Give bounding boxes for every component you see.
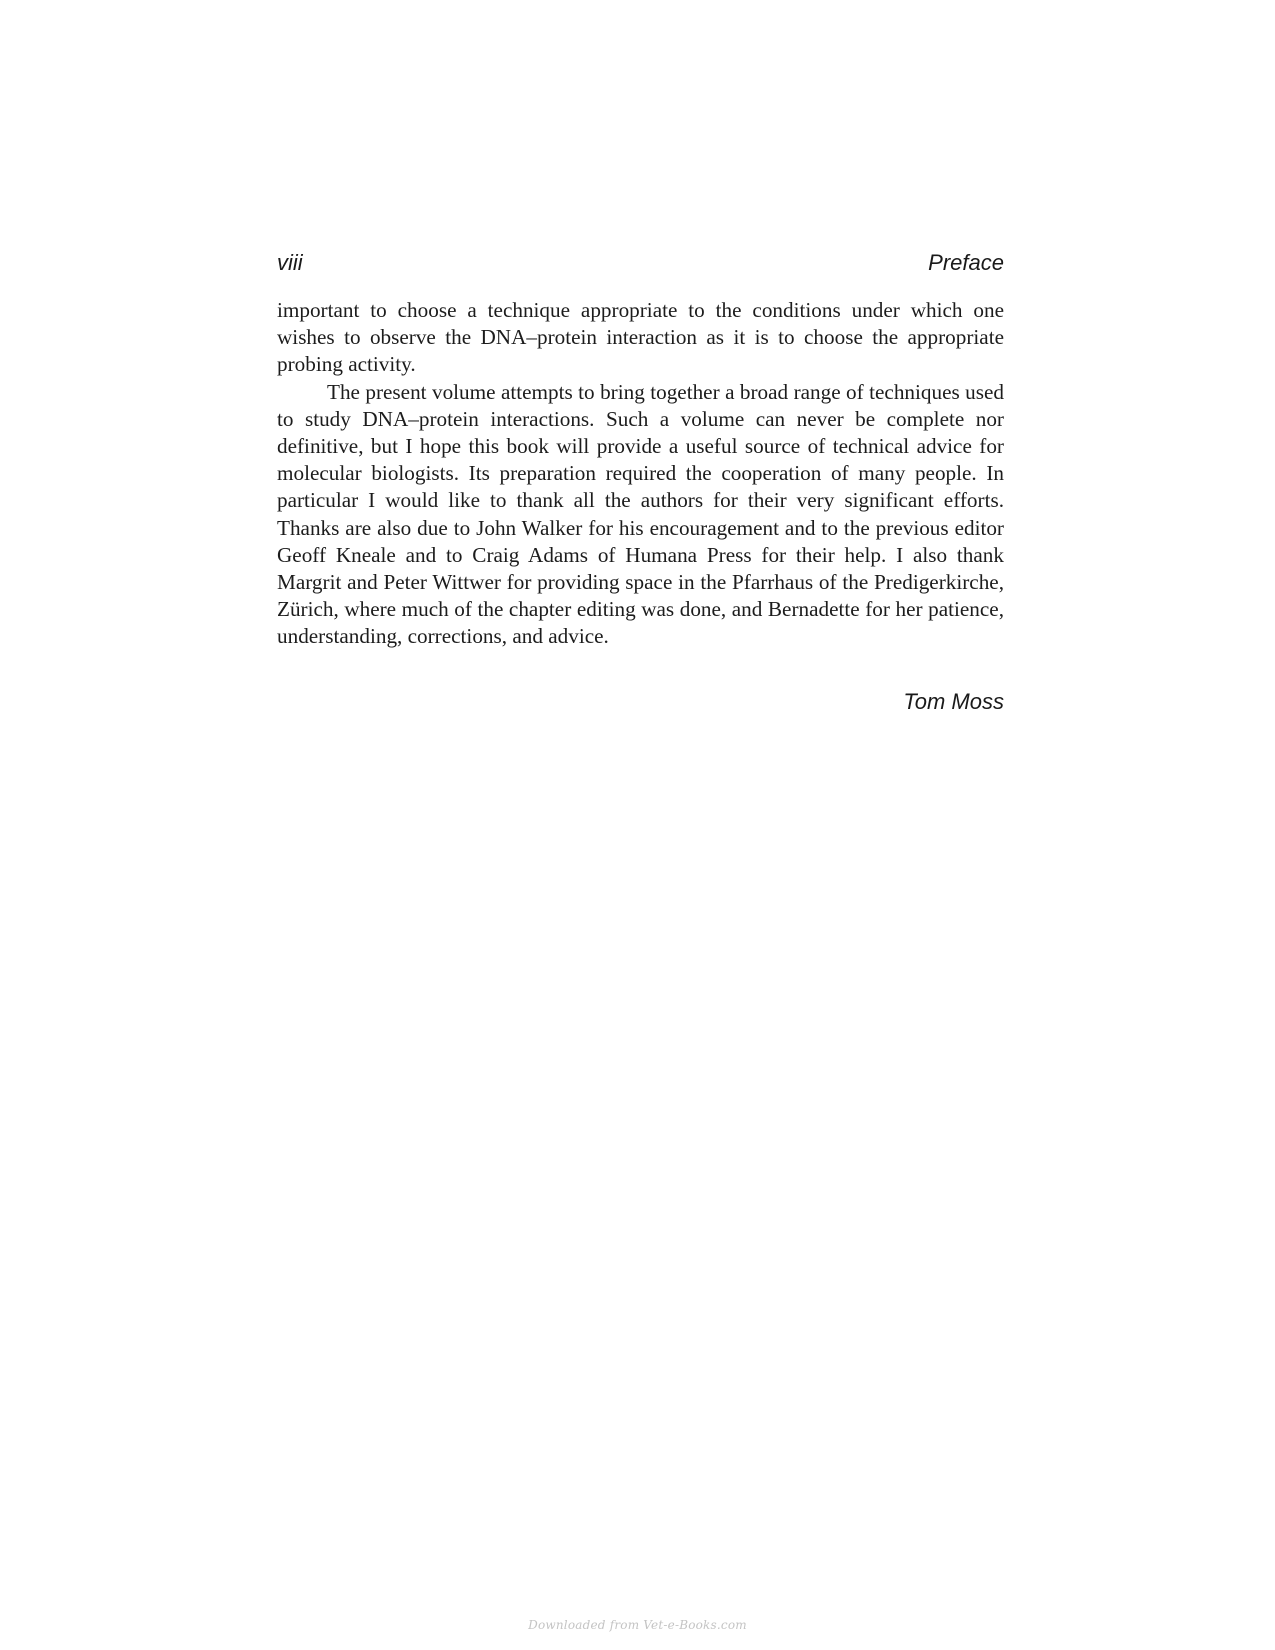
paragraph-acknowledgments: The present volume attempts to bring together a broad range of techniques used to study DNA–protein interactions. Such a volume can never be complete nor definitive, but I hope this book will provide a useful source of technical advice for molecular biologists. Its preparation required the cooperation of many people. In particular I would like to thank all the authors for their very significant efforts. Thanks are also due to John Walker for his encouragement and to the previous editor Geoff Kneale and to Craig Adams of Humana Press for their help. I also thank Margrit and Peter Wittwer for providing space in the Pfarrhaus of the Predigerkirche, Zürich, where much of the chapter editing was done, and Bernadette for her patience, understanding, corrections, and advice.: [277, 379, 1004, 649]
page-number: viii: [277, 250, 303, 275]
download-watermark: Downloaded from Vet-e-Books.com: [528, 1618, 747, 1632]
author-signature: Tom Moss: [903, 689, 1004, 714]
running-title: Preface: [928, 250, 1004, 275]
paragraph-continuation: important to choose a technique appropriate to the conditions under which one wishes to observe the DNA–protein interaction as it is to choose the appropriate probing activity.: [277, 298, 1004, 377]
preface-body: [277, 297, 1004, 651]
running-head: [277, 250, 1004, 280]
